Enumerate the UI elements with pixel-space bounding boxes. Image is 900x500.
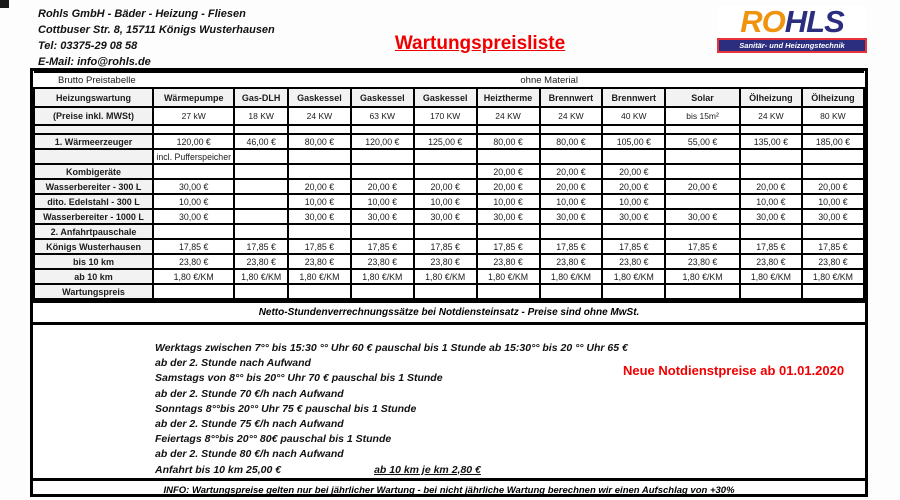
notdienst-line: Feiertags 8°°bis 20°° 80€ pauschal bis 1 Stunde: [155, 433, 392, 446]
price-cell: 23,80 €: [234, 254, 288, 269]
table-row: [34, 134, 864, 149]
price-cell: 1,80 €/KM: [234, 269, 288, 284]
price-cell: 23,80 €: [665, 254, 740, 269]
price-cell: 1,80 €/KM: [540, 269, 603, 284]
column-header: Brennwert: [540, 88, 603, 107]
price-cell: [234, 194, 288, 209]
price-cell: [234, 149, 288, 164]
row-label: Königs Wusterhausen: [34, 239, 153, 254]
company-name-line: Rohls GmbH - Bäder - Heizung - Fliesen: [38, 8, 246, 20]
price-cell: [477, 125, 540, 134]
price-cell: 23,80 €: [414, 254, 477, 269]
price-cell: [234, 224, 288, 239]
price-cell: [414, 149, 477, 164]
price-cell: 30,00 €: [351, 209, 414, 224]
price-cell: 10,00 €: [414, 194, 477, 209]
price-cell: [602, 224, 665, 239]
price-cell: 17,85 €: [540, 239, 603, 254]
price-cell: 10,00 €: [153, 194, 234, 209]
price-cell: 135,00 €: [740, 134, 802, 149]
row-label: Wasserbereiter - 1000 L: [34, 209, 153, 224]
table-header-row: [34, 88, 864, 107]
table-row: [34, 254, 864, 269]
price-cell: 20,00 €: [802, 179, 864, 194]
column-header: Ölheizung: [802, 88, 864, 107]
price-cell: 17,85 €: [477, 239, 540, 254]
price-cell: [802, 149, 864, 164]
price-cell: [802, 284, 864, 299]
price-cell: 20,00 €: [665, 179, 740, 194]
price-table: [33, 71, 865, 300]
anfahrt-left-text: Anfahrt bis 10 km 25,00 €: [155, 463, 282, 476]
price-cell: [351, 164, 414, 179]
price-cell: [288, 224, 351, 239]
column-header: Gaskessel: [351, 88, 414, 107]
price-cell: [540, 125, 603, 134]
netto-band: Netto-Stundenverrechnungssätze bei Notdiensteinsatz - Preise sind ohne MwSt.: [33, 300, 865, 325]
table-row: [34, 209, 864, 224]
price-cell: 20,00 €: [477, 164, 540, 179]
price-cell: 30,00 €: [602, 209, 665, 224]
price-cell: [234, 125, 288, 134]
price-cell: incl. Pufferspeicher: [153, 149, 234, 164]
price-cell: [540, 149, 603, 164]
row-label: ab 10 km: [34, 269, 153, 284]
price-cell: 20,00 €: [477, 179, 540, 194]
price-cell: 30,00 €: [288, 209, 351, 224]
row-label: 2. Anfahrtpauschale: [34, 224, 153, 239]
column-kw: 18 KW: [234, 107, 288, 125]
column-kw: 27 kW: [153, 107, 234, 125]
logo-wordmark: [717, 6, 867, 37]
price-cell: 1,80 €/KM: [665, 269, 740, 284]
page-title: Wartungspreisliste: [394, 33, 566, 54]
price-cell: [351, 125, 414, 134]
brutto-preistabelle-label: Brutto Preistabelle: [34, 72, 234, 88]
price-cell: [740, 149, 802, 164]
price-cell: 80,00 €: [288, 134, 351, 149]
table-top-row: [34, 72, 864, 88]
price-cell: 10,00 €: [802, 194, 864, 209]
price-cell: [740, 125, 802, 134]
table-row: [34, 224, 864, 239]
row-label: Wartungspreis: [34, 284, 153, 299]
price-cell: [414, 164, 477, 179]
notdienst-line: ab der 2. Stunde 75 €/h nach Aufwand: [155, 418, 344, 431]
price-cell: [153, 224, 234, 239]
table-row: [34, 164, 864, 179]
price-cell: [540, 284, 603, 299]
price-cell: 20,00 €: [602, 179, 665, 194]
price-cell: [740, 224, 802, 239]
price-cell: 10,00 €: [351, 194, 414, 209]
price-cell: 30,00 €: [153, 209, 234, 224]
anfahrt-line: [155, 463, 865, 478]
price-cell: 1,80 €/KM: [740, 269, 802, 284]
price-cell: [414, 125, 477, 134]
notdienst-lines: [155, 341, 865, 463]
price-cell: 1,80 €/KM: [153, 269, 234, 284]
column-kw: 40 KW: [602, 107, 665, 125]
table-row: [34, 269, 864, 284]
price-cell: [414, 284, 477, 299]
price-cell: [351, 284, 414, 299]
price-cell: 17,85 €: [153, 239, 234, 254]
price-cell: [288, 125, 351, 134]
price-cell: 23,80 €: [288, 254, 351, 269]
price-cell: 30,00 €: [477, 209, 540, 224]
price-cell: [802, 125, 864, 134]
price-cell: 17,85 €: [414, 239, 477, 254]
price-cell: 23,80 €: [540, 254, 603, 269]
price-cell: [665, 284, 740, 299]
price-cell: 20,00 €: [740, 179, 802, 194]
price-cell: [234, 164, 288, 179]
price-cell: 17,85 €: [665, 239, 740, 254]
price-cell: 20,00 €: [288, 179, 351, 194]
price-cell: [477, 224, 540, 239]
price-cell: 20,00 €: [540, 179, 603, 194]
price-cell: 1,80 €/KM: [602, 269, 665, 284]
price-cell: 17,85 €: [802, 239, 864, 254]
price-cell: [234, 284, 288, 299]
price-cell: [665, 125, 740, 134]
price-cell: 1,80 €/KM: [288, 269, 351, 284]
price-cell: [288, 149, 351, 164]
row-label: Wasserbereiter - 300 L: [34, 179, 153, 194]
anfahrt-right-text: ab 10 km je km 2,80 €: [374, 463, 481, 476]
company-email-line: E-Mail: info@rohls.de: [38, 56, 151, 68]
column-header: Ölheizung: [740, 88, 802, 107]
price-cell: 10,00 €: [288, 194, 351, 209]
column-kw: bis 15m²: [665, 107, 740, 125]
price-cell: [414, 224, 477, 239]
price-cell: 80,00 €: [477, 134, 540, 149]
price-cell: 10,00 €: [477, 194, 540, 209]
price-cell: 20,00 €: [602, 164, 665, 179]
notdienst-line: Werktags zwischen 7°° bis 15:30 °° Uhr 60 € pauschal bis 1 Stunde ab 15:30°° bis 20 °° Uhr 65 €: [155, 342, 628, 354]
price-list-frame: [30, 68, 868, 497]
price-cell: [665, 149, 740, 164]
table-row: [34, 149, 864, 164]
price-cell: [288, 284, 351, 299]
price-cell: 20,00 €: [351, 179, 414, 194]
price-cell: [153, 164, 234, 179]
price-cell: [665, 164, 740, 179]
notdienst-line: ab der 2. Stunde 70 €/h nach Aufwand: [155, 387, 344, 400]
price-cell: [602, 284, 665, 299]
row-label-header: Heizungswartung: [34, 88, 153, 107]
new-prices-notice: Neue Notdienstpreise ab 01.01.2020: [623, 363, 845, 378]
column-header: Brennwert: [602, 88, 665, 107]
price-cell: 23,80 €: [802, 254, 864, 269]
column-kw: 63 KW: [351, 107, 414, 125]
price-cell: 17,85 €: [602, 239, 665, 254]
price-cell: 30,00 €: [802, 209, 864, 224]
row-label-subheader: (Preise inkl. MWSt): [34, 107, 153, 125]
column-kw: 24 KW: [288, 107, 351, 125]
price-cell: 1,80 €/KM: [351, 269, 414, 284]
row-label: bis 10 km: [34, 254, 153, 269]
price-cell: 80,00 €: [540, 134, 603, 149]
price-cell: 23,80 €: [351, 254, 414, 269]
price-cell: 105,00 €: [602, 134, 665, 149]
price-cell: [351, 224, 414, 239]
company-logo: [717, 6, 867, 53]
price-cell: 17,85 €: [234, 239, 288, 254]
price-cell: 23,80 €: [153, 254, 234, 269]
price-cell: 1,80 €/KM: [802, 269, 864, 284]
price-cell: 1,80 €/KM: [477, 269, 540, 284]
price-cell: [477, 149, 540, 164]
price-cell: 30,00 €: [665, 209, 740, 224]
table-row: [34, 284, 864, 299]
price-cell: [802, 224, 864, 239]
column-header: Gas-DLH: [234, 88, 288, 107]
price-cell: [802, 164, 864, 179]
price-cell: 30,00 €: [414, 209, 477, 224]
notdienst-line: ab der 2. Stunde 80 €/h nach Aufwand: [155, 448, 344, 461]
price-cell: [740, 164, 802, 179]
column-header: Gaskessel: [414, 88, 477, 107]
price-cell: [153, 284, 234, 299]
column-kw: 24 KW: [740, 107, 802, 125]
price-cell: 17,85 €: [288, 239, 351, 254]
price-cell: 185,00 €: [802, 134, 864, 149]
column-header: Solar: [665, 88, 740, 107]
row-label: Kombigeräte: [34, 164, 153, 179]
price-cell: [288, 164, 351, 179]
company-street-line: Cottbuser Str. 8, 15711 Königs Wusterhausen: [38, 24, 275, 36]
price-cell: 10,00 €: [740, 194, 802, 209]
price-cell: [740, 284, 802, 299]
column-header: Heiztherme: [477, 88, 540, 107]
price-cell: [234, 179, 288, 194]
row-label: dito. Edelstahl - 300 L: [34, 194, 153, 209]
price-cell: [665, 194, 740, 209]
price-cell: 23,80 €: [477, 254, 540, 269]
table-row: [34, 125, 864, 134]
price-cell: [665, 224, 740, 239]
row-label: 1. Wärmeerzeuger: [34, 134, 153, 149]
price-cell: 23,80 €: [740, 254, 802, 269]
table-row: [34, 179, 864, 194]
notdienst-section: [33, 325, 865, 478]
price-cell: [540, 224, 603, 239]
table-row: [34, 194, 864, 209]
price-cell: [477, 284, 540, 299]
scan-artifact: [0, 0, 9, 8]
price-cell: 23,80 €: [602, 254, 665, 269]
price-cell: 1,80 €/KM: [414, 269, 477, 284]
price-cell: [234, 209, 288, 224]
column-kw: 80 KW: [802, 107, 864, 125]
notdienst-line: ab der 2. Stunde nach Aufwand: [155, 357, 311, 370]
price-cell: 17,85 €: [351, 239, 414, 254]
notdienst-line: Sonntags 8°°bis 20°° Uhr 75 € pauschal bis 1 Stunde: [155, 402, 417, 415]
price-cell: [602, 125, 665, 134]
column-kw: 24 KW: [540, 107, 603, 125]
logo-text-navy: HLS: [784, 4, 844, 39]
price-cell: 20,00 €: [414, 179, 477, 194]
price-cell: 10,00 €: [540, 194, 603, 209]
price-cell: [351, 149, 414, 164]
price-cell: 120,00 €: [153, 134, 234, 149]
price-cell: [153, 125, 234, 134]
logo-text-orange: RO: [740, 4, 785, 39]
price-cell: 30,00 €: [740, 209, 802, 224]
price-cell: 55,00 €: [665, 134, 740, 149]
row-label: [34, 149, 153, 164]
table-kw-row: [34, 107, 864, 125]
price-cell: [602, 149, 665, 164]
column-header: Wärmepumpe: [153, 88, 234, 107]
company-phone-line: Tel: 03375-29 08 58: [38, 40, 138, 52]
price-cell: 17,85 €: [740, 239, 802, 254]
price-cell: 30,00 €: [153, 179, 234, 194]
price-cell: 30,00 €: [540, 209, 603, 224]
price-cell: 46,00 €: [234, 134, 288, 149]
logo-banner: Sanitär- und Heizungstechnik: [717, 38, 867, 53]
ohne-material-label: ohne Material: [234, 72, 864, 88]
row-label: [34, 125, 153, 134]
notdienst-line: Samstags von 8°° bis 20°° Uhr 70 € pauschal bis 1 Stunde: [155, 372, 443, 385]
column-kw: 170 KW: [414, 107, 477, 125]
price-cell: 120,00 €: [351, 134, 414, 149]
price-cell: 20,00 €: [540, 164, 603, 179]
column-header: Gaskessel: [288, 88, 351, 107]
table-row: [34, 239, 864, 254]
column-kw: 24 KW: [477, 107, 540, 125]
price-cell: 10,00 €: [602, 194, 665, 209]
price-cell: 125,00 €: [414, 134, 477, 149]
info-band: INFO: Wartungspreise gelten nur bei jährlicher Wartung - bei nicht jährliche Wartung berechnen wir einen Aufschlag von +30%: [33, 478, 865, 500]
